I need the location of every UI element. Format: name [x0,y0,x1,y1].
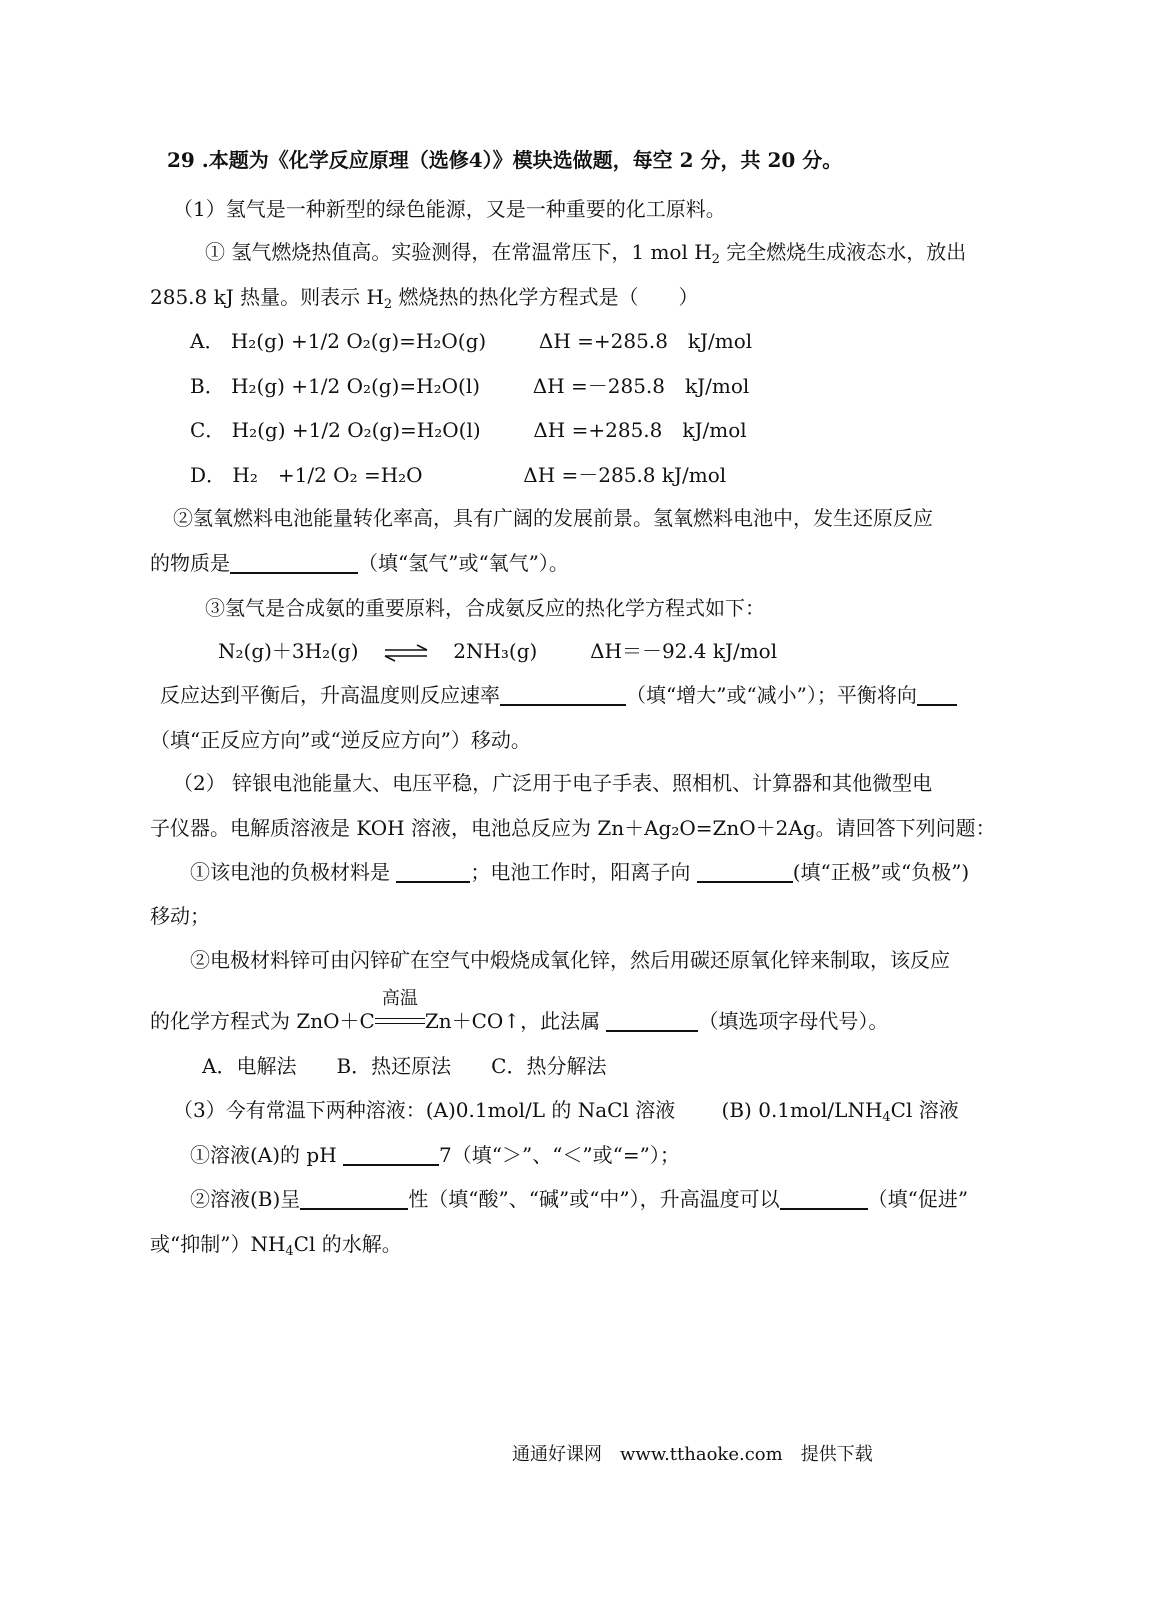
answer-blank-acidity[interactable] [300,1188,408,1210]
option-b [190,373,749,399]
option-a-label: A． [190,329,225,353]
part1-intro: （1）氢气是一种新型的绿色能源，又是一种重要的化工原料。 [173,197,726,221]
question-header: 29 .本题为《化学反应原理（选修4）》模块选做题，每空 2 分，共 20 分。 [167,148,843,172]
option-c [190,417,747,443]
answer-blank-method[interactable] [606,1010,698,1032]
answer-blank-hydrolysis[interactable] [780,1188,868,1210]
high-temp-condition: 高温 [375,1008,425,1034]
part1-q3-line2: 反应达到平衡后，升高温度则反应速率 （填“增大”或“减小”）；平衡将向 [160,682,957,708]
answer-blank-cation[interactable] [697,861,793,883]
option-d [190,462,726,488]
option-d-enthalpy: ΔH =－285.8 kJ/mol [523,463,727,487]
part3-q2-line2: 或“抑制$”)NH_4Cl$ 的水解。 [150,1232,402,1259]
part3-q2-line1: ②溶液(B)呈 性（填“酸”、“碱”或“中”），升高温度可以 （填“促进” [190,1187,969,1211]
part2-q2-line2: 的化学方程式为 ZnO＋C 高温 Zn＋CO↑，此法属 （填选项字母代号）。 [150,988,889,1033]
answer-blank-ph[interactable] [343,1144,439,1166]
option-a-equation: H₂(g) +1/2 O₂(g)=H₂O(g) [230,329,487,353]
page-footer: 通通好课网 www.tthaoke.com 提供下载 [512,1444,873,1465]
part1-q2-line2: 的物质是 （填“氢气”或“氧气”）。 [150,551,569,575]
option-c-label: C． [190,418,226,442]
ammonia-equation: N₂(g)＋3H₂(g) 2NH₃(g) ΔH＝－92.4 kJ/mol [218,639,778,663]
option-c-equation: H₂(g) +1/2 O₂(g)=H₂O(l) [231,418,481,442]
option-d-label: D． [190,463,227,487]
part2-q2-line1: ②电极材料锌可由闪锌矿在空气中煅烧成氧化锌，然后用碳还原氧化锌来制取，该反应 [190,948,950,972]
part1-q1-line1: ① 氢气燃烧热值高。实验测得，在常温常压下，1 mol $H_2$ 完全燃烧生成液态水，放出 [205,240,967,267]
part2-line2: 子仪器。电解质溶液是 KOH 溶液，电池总反应为 Zn＋Ag₂O=ZnO＋2Ag。请回答下列问题： [150,816,996,840]
option-b-equation: H₂(g) +1/2 O₂(g)=H₂O(l) [231,374,481,398]
part2-line1: （2） 锌银电池能量大、电压平稳，广泛用于电子手表、照相机、计算器和其他微型电 [173,771,933,795]
part3-q1: ①溶液(A)的 pH 7（填“＞”、“＜”或“=”）； [190,1143,680,1167]
answer-blank-anode[interactable] [396,861,470,883]
equilibrium-arrow-icon [383,644,429,662]
option-a-enthalpy: ΔH =+285.8 kJ/mol [538,329,753,353]
option-b-enthalpy: ΔH =－285.8 kJ/mol [532,374,750,398]
part3-line1: （3）今有常温下两种溶液：(A)0.1mol/L 的 NaCl 溶液 (B) $0.1mol/LNH_4Cl$ 溶液 [173,1098,959,1125]
option-b-label: B． [190,374,225,398]
part2-q1-line2: 移动； [150,904,210,928]
answer-blank-rate[interactable] [500,684,626,706]
option-c-enthalpy: ΔH =+285.8 kJ/mol [533,418,747,442]
part1-q1-line2: 285.8 kJ 热量。则表示 $H_2$ 燃烧热的热化学方程式是（ ） [150,285,699,312]
part1-q3-line3: （填“正反应方向”或“逆反应方向”）移动。 [150,728,531,752]
part1-q3-intro: ③氢气是合成氨的重要原料，合成氨反应的热化学方程式如下： [205,596,765,620]
option-a [190,328,752,354]
part2-choices: A．电解法 B．热还原法 C．热分解法 [202,1054,607,1078]
option-d-equation: H₂ +1/2 O₂ =H₂O [232,463,423,487]
answer-blank-direction[interactable] [917,684,957,706]
part2-q1-line1: ①该电池的负极材料是 ；电池工作时，阳离子向 (填“正极”或“负极”) [190,860,970,884]
answer-blank-reduction[interactable] [230,552,358,574]
part1-q2-line1: ②氢氧燃料电池能量转化率高，具有广阔的发展前景。氢氧燃料电池中，发生还原反应 [173,506,933,530]
